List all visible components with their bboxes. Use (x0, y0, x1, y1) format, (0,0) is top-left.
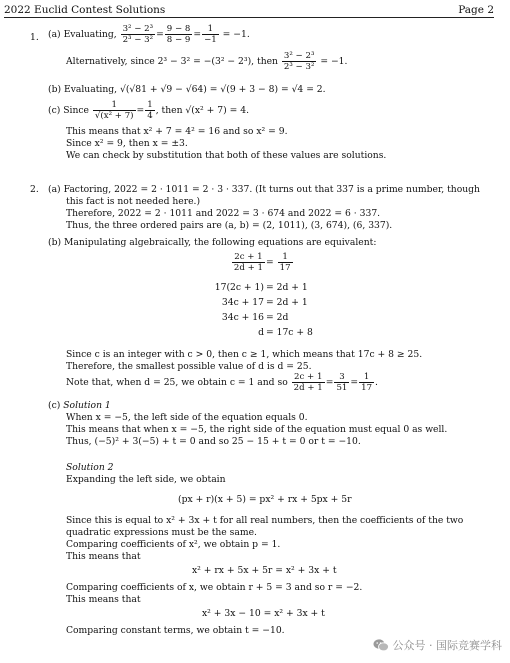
q1c-label: (c) (48, 105, 61, 116)
q2c-s2-line-2: Since this is equal to x² + 3x + t for all real numbers, then the coefficients of the two (66, 515, 464, 526)
q1c-text-1: Since (63, 105, 89, 116)
question-1-number: 1. (30, 32, 39, 43)
q1a-alt-tail: = −1. (320, 56, 348, 67)
q2c-s1-line-1: When x = −5, the left side of the equation equals 0. (66, 412, 308, 423)
q2c-s2-eq-1: (px + r)(x + 5) = px² + rx + 5px + 5r (178, 494, 352, 505)
q1a-tail: = −1. (222, 29, 250, 40)
q1b-line (48, 84, 326, 95)
q2b-eq5-right: = 17c + 8 (266, 327, 313, 338)
q2c-s2-eq-3: x² + 3x − 10 = x² + 3x + t (202, 608, 325, 619)
watermark (373, 637, 503, 653)
q2c-s1-line-3: Thus, (−5)² + 3(−5) + t = 0 and so 25 − 15 + t = 0 or t = −10. (66, 436, 361, 447)
q2b-line-4: Note that, when d = 25, we obtain c = 1 and so $\frac{2c + 1}{2d + 1}$ = $\frac{3}{51}$ = $\frac{1}{17}$ . (66, 372, 378, 393)
q2b-eq1-right: = $\frac{1}{17}$ (266, 252, 291, 273)
q1a-alt-text: Alternatively, since 2³ − 3² = −(3² − 2³), then (66, 56, 278, 67)
q2b-eq5-left: d (258, 327, 264, 338)
q2b-line-1: (b) Manipulating algebraically, the following equations are equivalent: (48, 237, 377, 248)
q2b-label: (b) (48, 237, 62, 248)
q1a-line: (a) Evaluating, $\frac{\text{3² − 2³}}{\text{2³ − 3²}}$ = $\frac{9 - 8}{8 - 9}$ = $\frac{1}{-1}$ = −1. (48, 24, 250, 45)
q2c-s2-line-5: This means that (66, 551, 141, 562)
q2a-line-3: Therefore, 2022 = 2 · 1011 and 2022 = 3 · 674 and 2022 = 6 · 337. (66, 208, 381, 219)
q2b-eq4-left: 34c + 16 (221, 312, 264, 323)
q1a-fraction-3: $\frac{1}{-1}$ (204, 24, 217, 45)
q2b-eq2-left: 17(2c + 1) (214, 282, 264, 293)
q2c-line-1 (48, 400, 111, 411)
q1c-line-2: This means that x² + 7 = 4² = 16 and so x² = 9. (66, 126, 288, 137)
q1a-alt-fraction: $\frac{\text{3² − 2³}}{\text{2³ − 3²}}$ (283, 51, 315, 72)
q1b-label: (b) (48, 84, 62, 95)
q1c-line-3: Since x² = 9, then x = ±3. (66, 138, 188, 149)
q1a-fraction-2: $\frac{9 - 8}{8 - 9}$ (166, 24, 191, 45)
q2a-line-4: Thus, the three ordered pairs are (a, b) = (2, 1011), (3, 674), (6, 337). (66, 220, 393, 231)
q2c-s1-line-2: This means that when x = −5, the right side of the equation must equal 0 as well. (66, 424, 448, 435)
q1c-text-2: , then √(x² + 7) = 4. (155, 105, 249, 116)
q2c-s2-line-8: Comparing constant terms, we obtain t = −10. (66, 625, 285, 636)
header-title: 2022 Euclid Contest Solutions (4, 4, 166, 16)
q2c-s2-eq-2: x² + rx + 5x + 5r = x² + 3x + t (192, 565, 337, 576)
q2b-eq2-right: = 2d + 1 (266, 282, 308, 293)
q2c-s2-line-4: Comparing coefficients of x², we obtain p = 1. (66, 539, 281, 550)
q1a-text: Evaluating, (63, 29, 117, 40)
q1a-label: (a) (48, 29, 61, 40)
q1c-fraction-1: $\frac{1}{\text{√(x² + 7)}}$ (94, 100, 134, 121)
q2b-eq3-right: = 2d + 1 (266, 297, 308, 308)
q1c-fraction-2: $\frac{1}{4}$ (147, 100, 153, 121)
q2b-eq3-left: 34c + 17 (221, 297, 264, 308)
q1a-fraction-1: $\frac{\text{3² − 2³}}{\text{2³ − 3²}}$ (122, 24, 154, 45)
q2c-s2-line-6: Comparing coefficients of x, we obtain r + 5 = 3 and so r = −2. (66, 582, 363, 593)
wechat-icon (373, 638, 389, 652)
header-rule (4, 17, 494, 18)
q1b-text: Evaluating, √(√81 + √9 − √64) = √(9 + 3 − 8) = √4 = 2. (63, 84, 326, 95)
q1a-alt-line (66, 51, 347, 72)
q2b-line-2: Since c is an integer with c > 0, then c ≥ 1, which means that 17c + 8 ≥ 25. (66, 349, 423, 360)
q1c-line-1: (c) Since $\frac{1}{\text{√(x² + 7)}}$ = $\frac{1}{4}$ , then √(x² + 7) = 4. (48, 100, 249, 121)
q2b-eq1-left: $\frac{2c + 1}{2d + 1}$ (233, 252, 263, 273)
q2c-s2-line-1: Expanding the left side, we obtain (66, 474, 226, 485)
q2a-label: (a) (48, 184, 61, 195)
q2c-solution-2-heading: Solution 2 (66, 462, 114, 473)
q2c-solution-1-heading: Solution 1 (63, 400, 111, 411)
q2c-label: (c) (48, 400, 61, 411)
q2b-line-3: Therefore, the smallest possible value of d is d = 25. (66, 361, 312, 372)
question-2-number: 2. (30, 184, 39, 195)
q2c-s2-line-7: This means that (66, 594, 141, 605)
q2c-s2-line-3: quadratic expressions must be the same. (66, 527, 257, 538)
header-page-number: Page 2 (458, 4, 494, 16)
q2a-line-2: this fact is not needed here.) (66, 196, 201, 207)
watermark-text: 公众号 · 国际竞赛学科 (392, 639, 502, 652)
q2b-eq4-right: = 2d (266, 312, 289, 323)
q1c-line-4: We can check by substitution that both of these values are solutions. (66, 150, 387, 161)
q2a-line-1: (a) Factoring, 2022 = 2 · 1011 = 2 · 3 · 337. (It turns out that 337 is a prime number, though (48, 184, 480, 195)
